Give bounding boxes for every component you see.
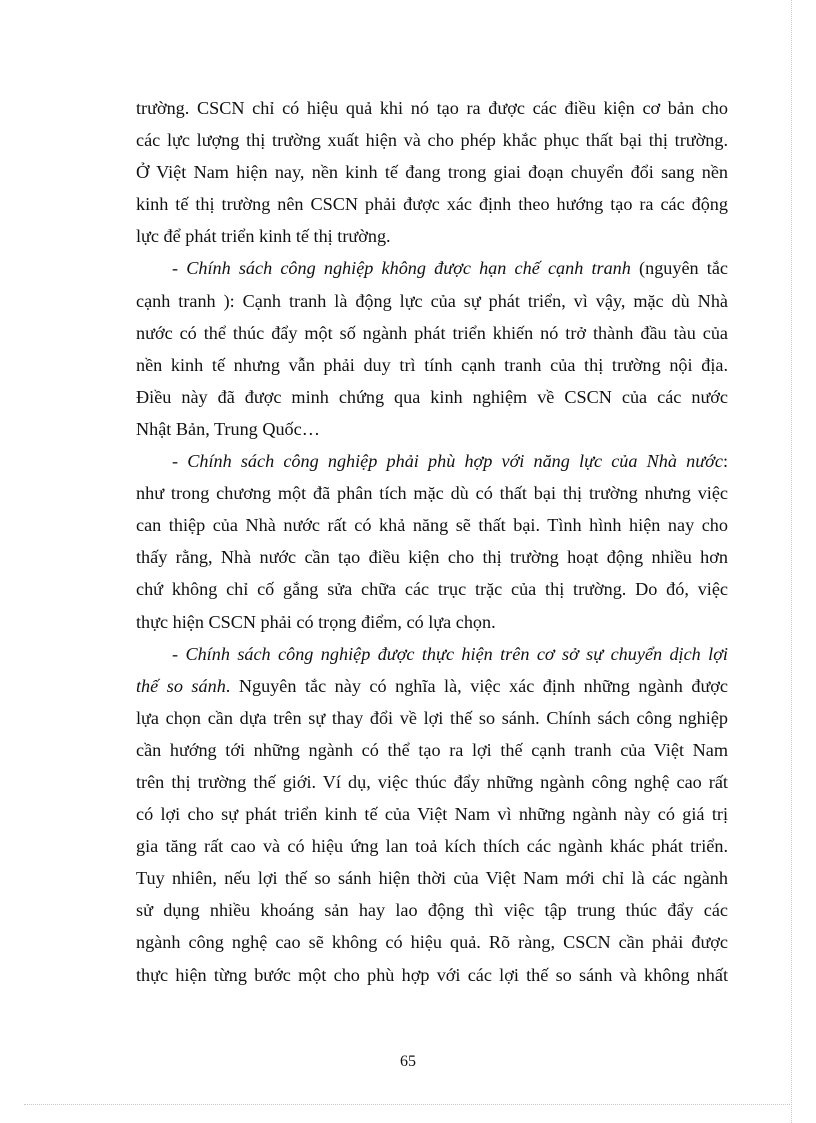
principle-heading: - Chính sách công nghiệp phải phù hợp với năng lực của Nhà nước <box>172 451 723 472</box>
text-line: nền kinh tế nhưng vẫn phải duy trì tính cạnh tranh của thị trường nội địa. <box>136 354 728 375</box>
text-run: : <box>722 451 728 472</box>
paragraph-1 <box>136 92 728 252</box>
text-line: Ở Việt Nam hiện nay, nền kinh tế đang trong giai đoạn chuyển đổi sang nền <box>136 162 728 183</box>
paragraph-2 <box>136 252 728 445</box>
text-line: cạnh tranh ): Cạnh tranh là động lực của sự phát triển, vì vậy, mặc dù Nhà <box>136 290 728 311</box>
paragraph-heading-line <box>136 670 728 702</box>
text-line: Nhật Bản, Trung Quốc… <box>136 418 320 439</box>
text-line: trên thị trường thế giới. Ví dụ, việc thúc đẩy những ngành công nghệ cao rất <box>136 771 728 792</box>
text-line: như trong chương một đã phân tích mặc dù có thất bại thị trường nhưng việc <box>136 483 728 504</box>
page-number: 65 <box>400 1053 416 1070</box>
paragraph-3 <box>136 445 728 638</box>
principle-heading: - Chính sách công nghiệp không được hạn chế cạnh tranh <box>172 258 631 279</box>
text-line: ngành công nghệ cao sẽ không có hiệu quả. Rõ ràng, CSCN cần phải được <box>136 932 728 953</box>
paragraph-4 <box>136 638 728 991</box>
principle-heading-cont: thế so sánh <box>136 675 226 696</box>
text-line: Điều này đã được minh chứng qua kinh nghiệm về CSCN của các nước <box>136 386 728 407</box>
text-line: thấy rằng, Nhà nước cần tạo điều kiện cho thị trường hoạt động nhiều hơn <box>136 547 728 568</box>
page-border-right <box>791 0 792 1123</box>
text-line: chứ không chỉ cố gắng sửa chữa các trục trặc của thị trường. Do đó, việc <box>136 579 728 600</box>
text-line: các lực lượng thị trường xuất hiện và cho phép khắc phục thất bại thị trường. <box>136 130 728 151</box>
text-line: gia tăng rất cao và có hiệu ứng lan toả kích thích các ngành khác phát triển. <box>136 836 728 857</box>
text-run: (nguyên tắc <box>630 258 728 279</box>
paragraph-heading-line <box>136 445 728 477</box>
principle-heading: - Chính sách công nghiệp được thực hiện trên cơ sở sự chuyển dịch lợi <box>172 643 728 664</box>
text-line: Tuy nhiên, nếu lợi thế so sánh hiện thời của Việt Nam mới chỉ là các ngành <box>136 868 728 889</box>
text-line: có lợi cho sự phát triển kinh tế của Việt Nam vì những ngành này có giá trị <box>136 804 728 825</box>
text-line: kinh tế thị trường nên CSCN phải được xác định theo hướng tạo ra các động <box>136 194 728 215</box>
text-line: nước có thể thúc đẩy một số ngành phát triển khiến nó trở thành đầu tàu của <box>136 322 728 343</box>
page-border-bottom <box>24 1104 792 1105</box>
text-line: lực để phát triển kinh tế thị trường. <box>136 226 391 247</box>
text-line: thực hiện từng bước một cho phù hợp với các lợi thế so sánh và không nhất <box>136 964 728 985</box>
text-line: lựa chọn cần dựa trên sự thay đổi về lợi thế so sánh. Chính sách công nghiệp <box>136 707 728 728</box>
text-line: sử dụng nhiều khoáng sản hay lao động thì việc tập trung thúc đẩy các <box>136 900 728 921</box>
text-run: . Nguyên tắc này có nghĩa là, việc xác định những ngành được <box>225 675 728 696</box>
paragraph-heading-line <box>136 252 728 284</box>
text-line: cần hướng tới những ngành có thể tạo ra lợi thế cạnh tranh của Việt Nam <box>136 739 728 760</box>
document-body <box>136 92 728 991</box>
text-line: trường. CSCN chỉ có hiệu quả khi nó tạo ra được các điều kiện cơ bản cho <box>136 98 728 118</box>
text-line: can thiệp của Nhà nước rất có khả năng sẽ thất bại. Tình hình hiện nay cho <box>136 515 728 536</box>
text-line: thực hiện CSCN phải có trọng điểm, có lựa chọn. <box>136 611 496 632</box>
